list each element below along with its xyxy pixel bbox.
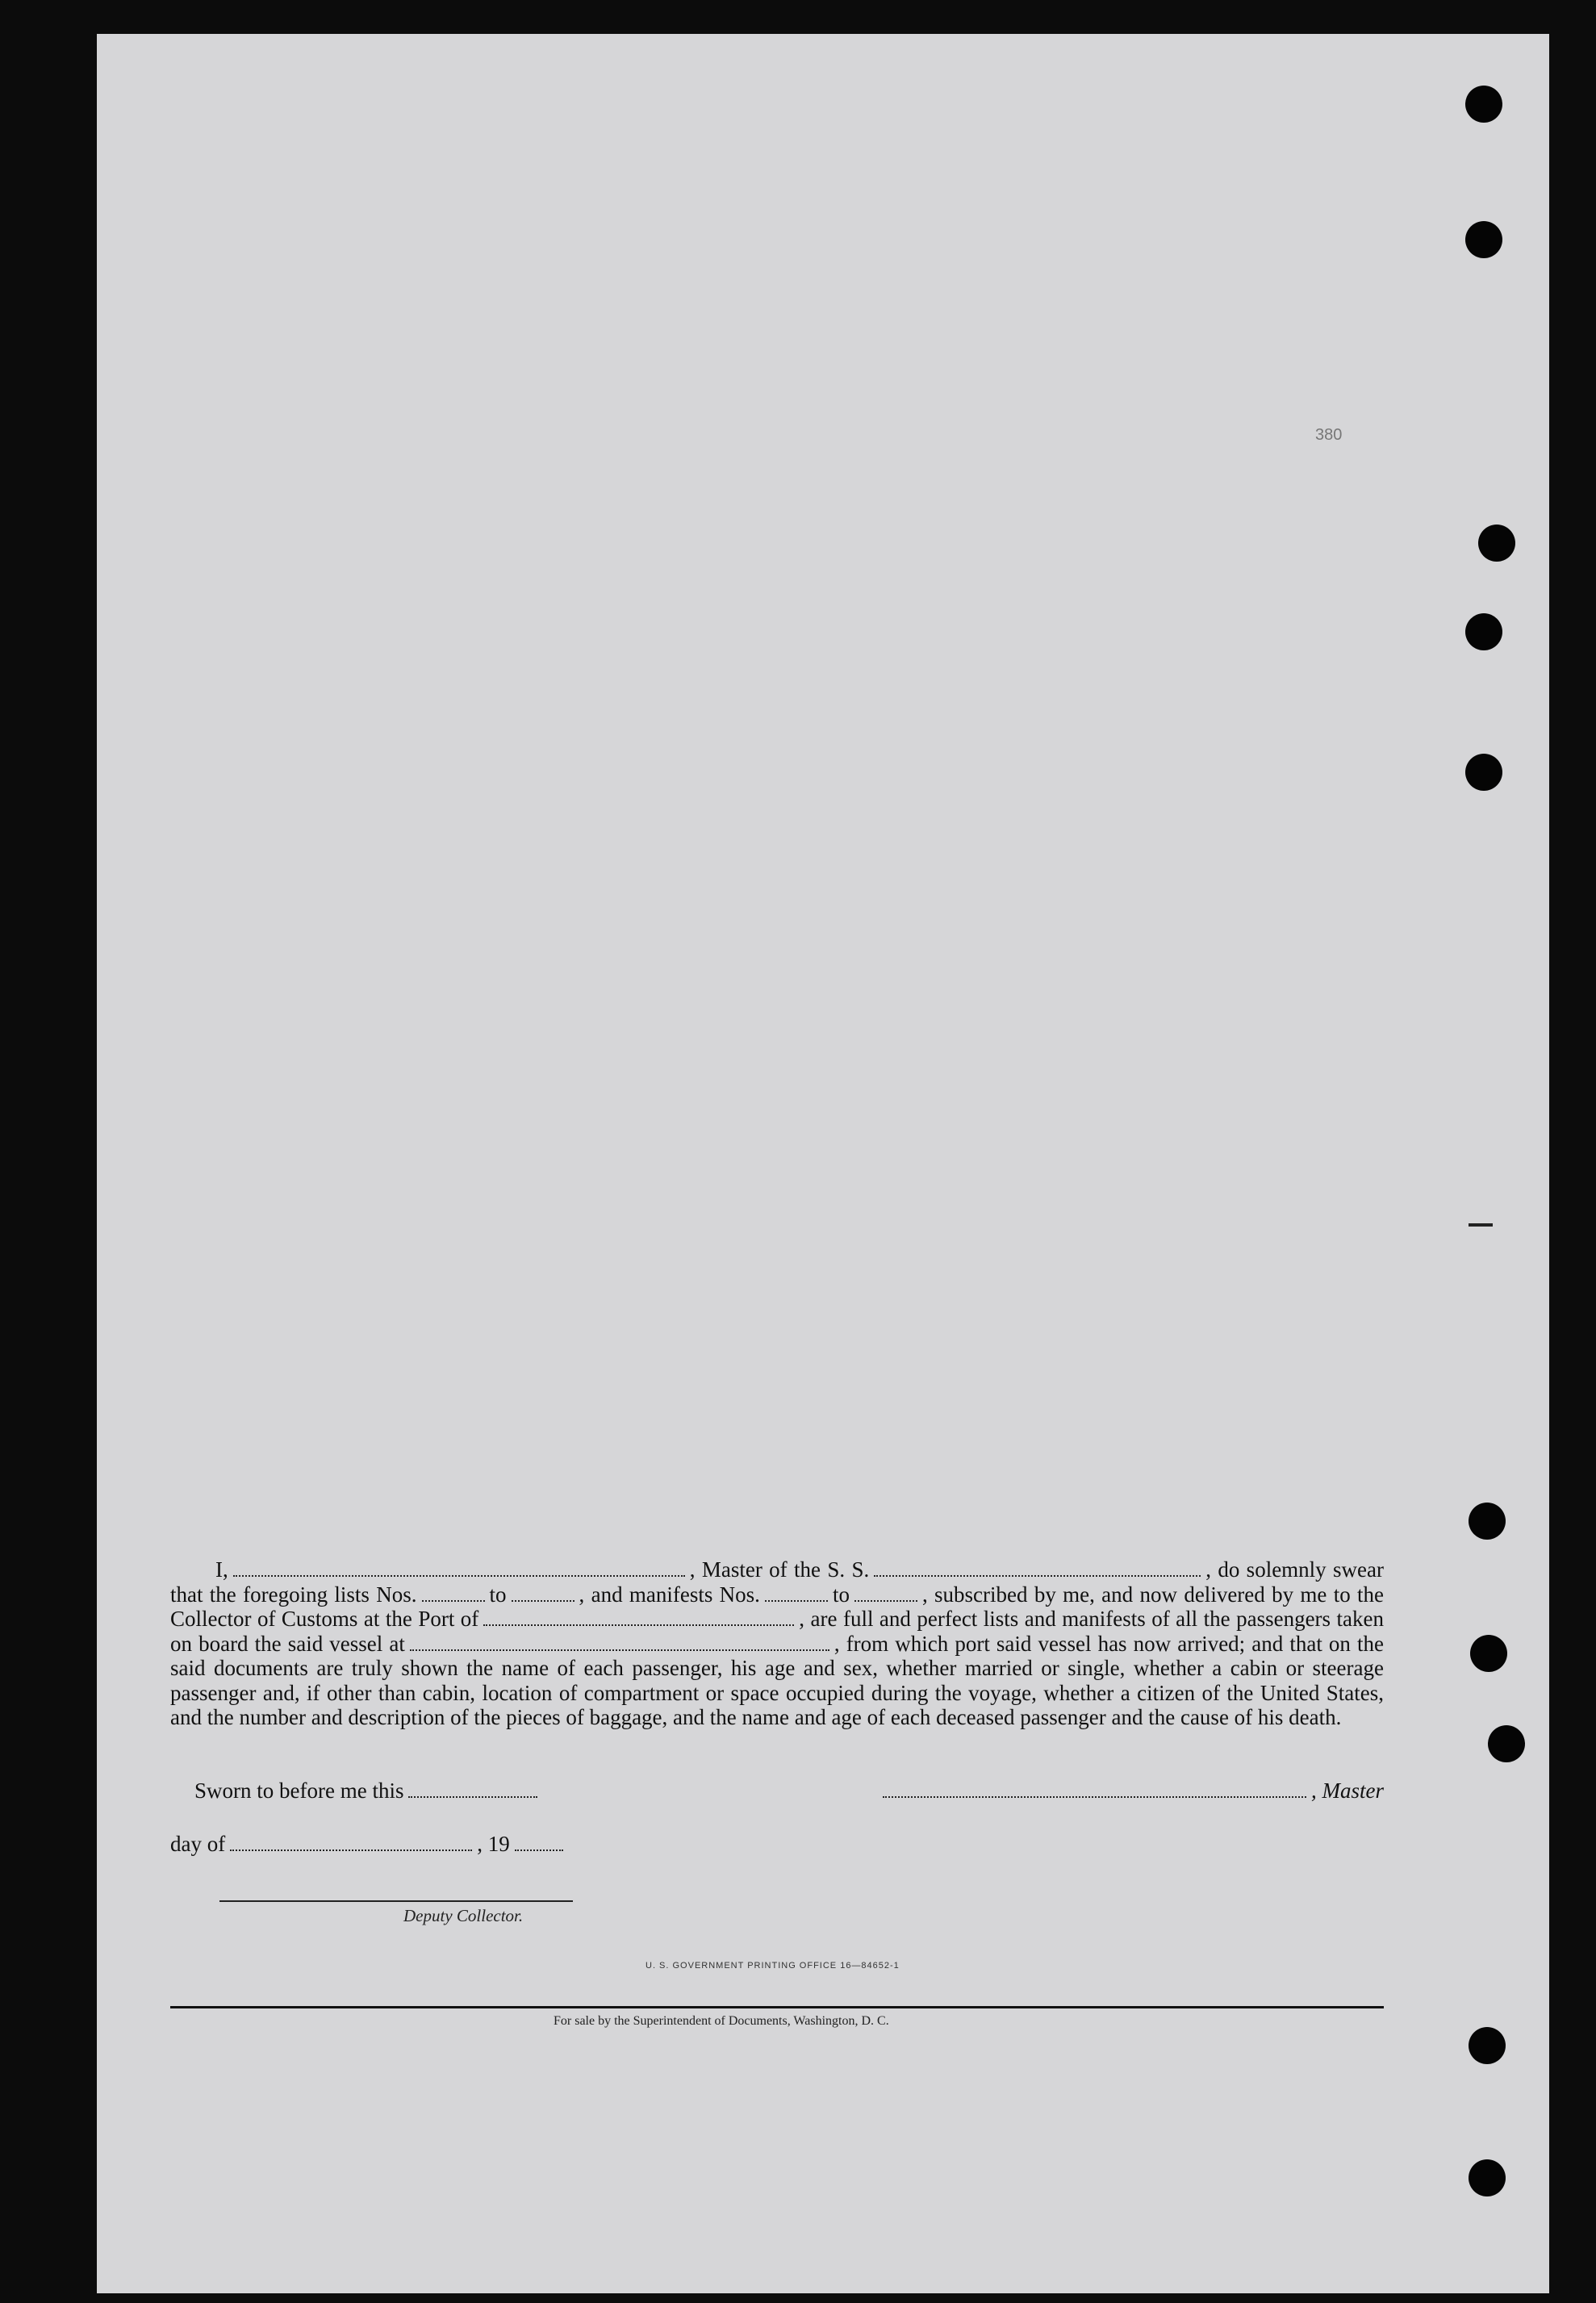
ship-name-blank: [874, 1575, 1201, 1577]
form-page: [97, 34, 1549, 2293]
oath-body-text: port said vessel has now arrived; and that on the said documents are truly shown the name of each passenger, his age and sex, whether married or single, whether a cabin or steerage passenger and, if other than cabin, location of compartment or space occupied during the voyage, whether a citizen of the United States, and the number and description of the pieces of baggage, and the name and age of each deceased passenger and the cause of his death.: [170, 1631, 1384, 1729]
manifests-to-blank: [854, 1600, 917, 1602]
master-signature: [878, 1778, 1384, 1804]
year-blank: [515, 1850, 563, 1851]
oath-from-which: , from which: [834, 1631, 949, 1656]
oath-manifests-all: manifests of all the passengers taken on board the said vessel at: [170, 1607, 1384, 1656]
oath-delivered: delivered by me to the Collector of Customs at the Port of: [170, 1582, 1385, 1631]
embark-port-blank: [410, 1649, 829, 1651]
master-signature-blank: [883, 1796, 1306, 1798]
punch-hole-2: [1465, 221, 1502, 258]
printing-office-imprint: U. S. GOVERNMENT PRINTING OFFICE 16—84652-1: [646, 1961, 900, 1971]
lists-to-blank: [512, 1600, 574, 1602]
oath-i: I,: [215, 1557, 228, 1582]
oath-master-of-ss: , Master of the S. S.: [689, 1557, 870, 1582]
punch-hole-3: [1478, 525, 1515, 562]
sworn-day-blank: [408, 1796, 537, 1798]
oath-subscribed: , subscribed by me, and now: [921, 1582, 1177, 1607]
punch-hole-9: [1469, 2027, 1506, 2064]
footer-rule: [170, 2006, 1384, 2008]
deputy-collector-label: Deputy Collector.: [403, 1906, 524, 1925]
faint-stamp: [1259, 421, 1452, 470]
punch-hole-6: [1469, 1503, 1506, 1540]
oath-to-1: to: [489, 1582, 507, 1607]
day-of-row: [170, 1832, 568, 1857]
manifests-from-blank: [765, 1600, 828, 1602]
sale-notice: For sale by the Superintendent of Documents, Washington, D. C.: [554, 2014, 889, 2028]
stamp-number: 380: [1315, 426, 1343, 444]
day-of-label: day of: [170, 1832, 226, 1856]
edge-mark: [1469, 1223, 1493, 1227]
oath-to-2: to: [832, 1582, 850, 1607]
oath-do-solemnly: , do solemnly: [1205, 1557, 1327, 1582]
oath-swear-lists: swear that the foregoing lists Nos.: [170, 1557, 1385, 1607]
sworn-label: Sworn to before me this: [194, 1778, 404, 1803]
year-prefix: , 19: [477, 1832, 510, 1856]
punch-hole-1: [1465, 86, 1502, 123]
month-blank: [230, 1850, 472, 1851]
lists-from-blank: [422, 1600, 485, 1602]
punch-hole-8: [1488, 1725, 1525, 1762]
master-label: , Master: [1311, 1778, 1384, 1803]
oath-paragraph: [170, 1557, 1384, 1730]
sworn-date: [194, 1778, 542, 1804]
master-name-blank: [233, 1575, 685, 1577]
punch-hole-4: [1465, 613, 1502, 650]
deputy-signature-line: [219, 1900, 573, 1902]
oath-are-full: , are full and perfect lists and: [799, 1607, 1056, 1631]
punch-hole-7: [1470, 1635, 1507, 1672]
oath-and-manifests: , and manifests Nos.: [579, 1582, 760, 1607]
port-blank: [483, 1624, 794, 1626]
punch-hole-10: [1469, 2159, 1506, 2196]
punch-hole-5: [1465, 754, 1502, 791]
